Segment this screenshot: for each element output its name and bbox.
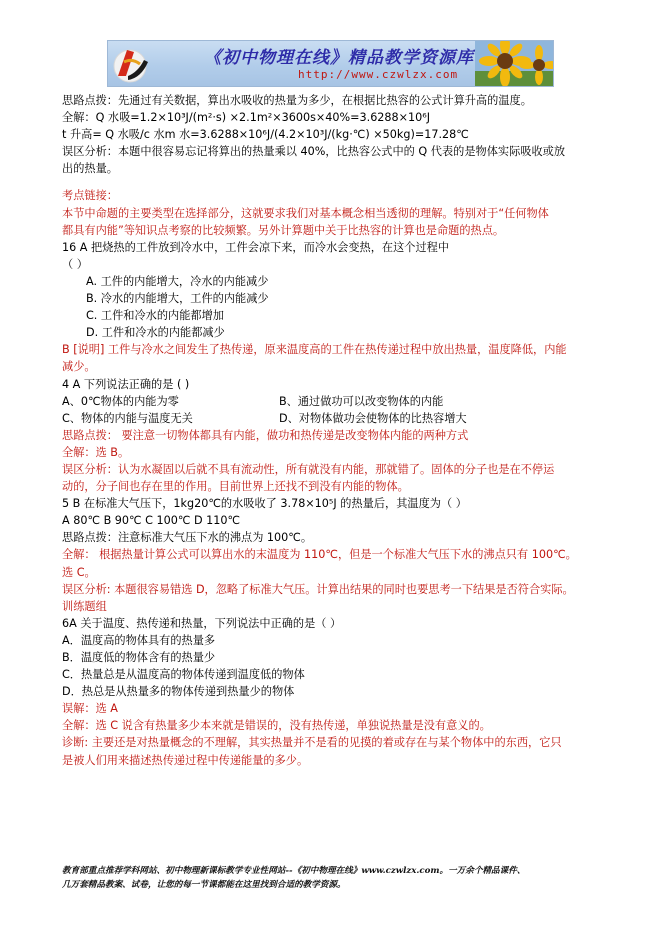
footer-line: 几万套精品教案、试卷，让您的每一节课都能在这里找到合适的教学资源。	[62, 880, 346, 890]
option-text: D、对物体做功会使物体的比热容增大	[279, 411, 467, 425]
text-line: 全解：选 C 说含有热量多少本来就是错误的，没有热传递，单独说热量是没有意义的。	[62, 719, 491, 733]
site-logo-icon	[110, 42, 154, 86]
text-line: A. 工件的内能增大，冷水的内能减少	[86, 274, 269, 288]
text-line: 误解：选 A	[62, 702, 118, 716]
text-line: 全解：选 B。	[62, 445, 130, 459]
text-line: B. 冷水的内能增大，工件的内能减少	[86, 292, 269, 306]
text-line: 思路点拨： 要注意一切物体都具有内能，做功和热传递是改变物体内能的两种方式	[62, 428, 469, 442]
text-line: D．热总是从热量多的物体传递到热量少的物体	[62, 685, 295, 699]
text-line: 全解：Q 水吸=1.2×10³J/(m²·s) ×2.1m²×3600s×40%=3.6288×10⁶J	[62, 111, 431, 125]
site-banner	[107, 40, 554, 87]
text-line: C. 工件和冷水的内能都增加	[86, 309, 224, 323]
option-row	[62, 410, 622, 427]
text-line: B．温度低的物体含有的热量少	[62, 651, 216, 664]
footer-line: 教育部重点推荐学科网站、初中物理新课标教学专业性网站--《初中物理在线》www.czwlzx.com。一万余个精品课件、	[62, 866, 526, 876]
paragraph-gap	[62, 177, 622, 187]
text-line: 4 A 下列说法正确的是 ( )	[62, 377, 190, 391]
text-line: 思路点拨：先通过有关数据，算出水吸收的热量为多少，在根据比热容的公式计算升高的温度。	[62, 94, 532, 107]
text-line: 本节中命题的主要类型在选择部分，这就要求我们对基本概念相当透彻的理解。特别对于“任何物体	[62, 206, 549, 220]
text-line: （ ）	[62, 257, 88, 271]
option-text: C、物体的内能与温度无关	[62, 411, 193, 425]
text-line: C．热量总是从温度高的物体传递到温度低的物体	[62, 668, 305, 682]
text-line: 动的，分子间也存在里的作用。目前世界上还找不到没有内能的物体。	[62, 480, 409, 494]
text-line: t 升高= Q 水吸/c 水m 水=3.6288×10⁶J/(4.2×10³J/(kg·℃) ×50kg)=17.28℃	[62, 128, 469, 142]
text-line: A 80℃ B 90℃ C 100℃ D 110℃	[62, 514, 241, 528]
text-line: 训练题组	[62, 599, 107, 613]
text-line: 全解： 根据热量计算公式可以算出水的末温度为 110℃，但是一个标准大气压下水的沸点只有 100℃。	[62, 548, 577, 562]
text-line: 16 A 把烧热的工件放到冷水中，工件会凉下来，而冷水会变热，在这个过程中	[62, 240, 450, 254]
text-line: D. 工件和冷水的内能都减少	[86, 326, 225, 340]
option-text: A、0℃物体的内能为零	[62, 394, 179, 408]
page-footer	[62, 864, 622, 892]
text-line: 5 B 在标准大气压下，1kg20℃的水吸收了 3.78×10⁵J 的热量后，其温度为（ ）	[62, 497, 467, 511]
option-row	[62, 393, 622, 410]
text-line: 误区分析：本题中很容易忘记将算出的热量乘以 40%，比热容公式中的 Q 代表的是物体实际吸收或放	[62, 145, 566, 159]
text-line: 误区分析：认为水凝固以后就不具有流动性，所有就没有内能，那就错了。固体的分子也是在不停运	[62, 462, 555, 476]
sunflower-icon	[475, 41, 553, 87]
text-line: 都具有内能”等知识点考察的比较频繁。另外计算题中关于比热容的计算也是命题的热点。	[62, 223, 505, 237]
text-line: 是被人们用来描述热传递过程中传递能量的多少。	[62, 753, 309, 767]
document-body	[62, 92, 622, 769]
text-line: 6A 关于温度、热传递和热量，下列说法中正确的是（ ）	[62, 616, 342, 630]
text-line: 误区分析: 本题很容易错选 D，忽略了标准大气压。计算出结果的同时也要思考一下结果是否符合实际。	[62, 582, 574, 596]
text-line: A．温度高的物体具有的热量多	[62, 633, 216, 647]
option-text: B、通过做功可以改变物体的内能	[279, 394, 444, 408]
text-line: 诊断: 主要还是对热量概念的不理解，其实热量并不是看的见摸的着或存在与某个物体中的东西，它只	[62, 736, 562, 750]
text-line: 选 C。	[62, 565, 96, 579]
text-line: B [说明] 工件与冷水之间发生了热传递，原来温度高的工件在热传递过程中放出热量，温度降低，内能	[62, 343, 567, 357]
text-line: 出的热量。	[62, 162, 118, 176]
banner-url[interactable]: http://www.czwlzx.com	[298, 68, 459, 81]
text-line: 思路点拨：注意标准大气压下水的沸点为 100℃。	[62, 531, 313, 545]
text-line: 考点链接：	[62, 189, 118, 203]
banner-title: 《初中物理在线》精品教学资源库	[204, 48, 474, 68]
text-line: 减少。	[62, 360, 96, 374]
